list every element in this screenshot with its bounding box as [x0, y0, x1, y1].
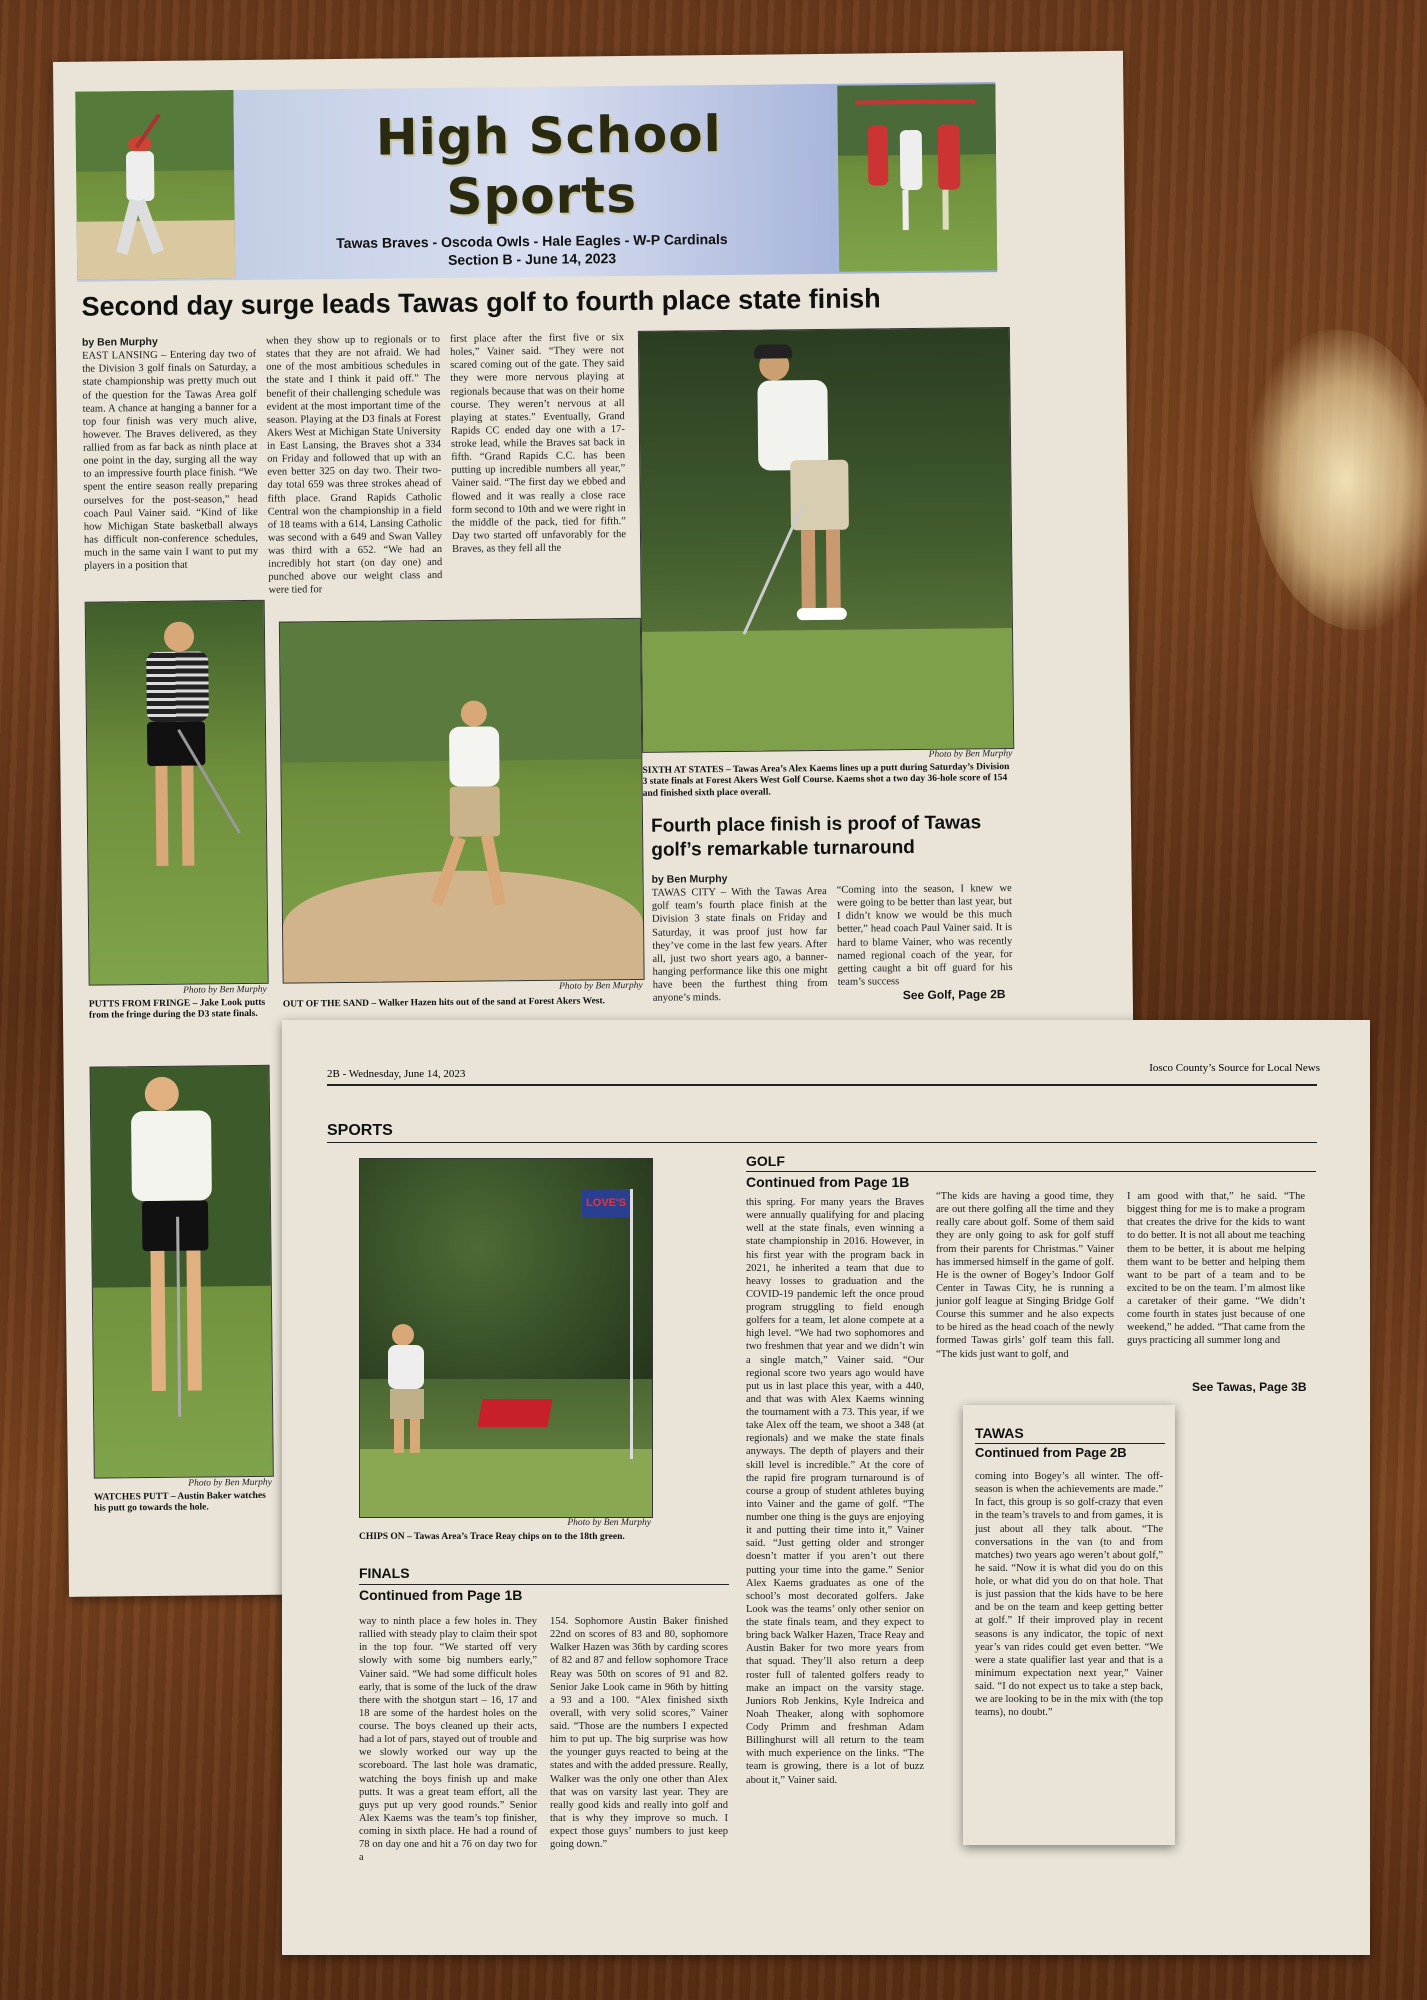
sports-banner	[75, 82, 997, 282]
finals-continued: Continued from Page 1B	[359, 1587, 523, 1603]
look-caption: PUTTS FROM FRINGE – Jake Look putts from the fringe during the D3 state finals.	[88, 997, 266, 1022]
hazen-caption: OUT OF THE SAND – Walker Hazen hits out of the sand at Forest Akers West.	[282, 996, 606, 1010]
reay-caption: CHIPS ON – Tawas Area’s Trace Reay chips on to the 18th green.	[359, 1532, 625, 1542]
section-rule	[327, 1142, 1317, 1143]
finals-col1-text: way to ninth place a few holes in. They rallied with steady play to claim their spot in the top four. “We started off very slowly with some big numbers early,” Vainer said. “We had some difficult holes early, that is some of the luck of the draw there with the shotgun start – 16, 17 and 18 are some of the hardest holes on the course. The boys cleaned up their acts, had a lot of pars, stayed out of trouble and we slowly worked our way up the scoreboard. The last hole was dramatic, watching the boys finish up and make putts. It was a great team effort, all the guys put up very good rounds.” Senior Alex Kaems was the team’s top finisher, coming in sixth place. He had a round of 78 on day one and hit a 76 on day two for a	[359, 1616, 537, 1864]
main-col1-text: EAST LANSING – Entering day two of the Division 3 golf finals on Saturday, a state championship was pretty much out of the question for the Tawas Area golf team. A chance at hanging a banner for a top four finish was very much alive, however. The Braves delivered, as they rallied from as far back as ninth place at one point in the day, surging all the way to an impressive fourth place finish. “We spent the entire season really preparing ourselves for the post-season,” head coach Paul Vainer said. “Kind of like how Michigan State basketball always has difficult non-conference schedules, much in the same vain I want to put my players in a position that	[82, 349, 259, 572]
banner-title-line1: High School	[375, 105, 722, 167]
golf-col2-text: “The kids are having a good time, they are out there golfing all the time and they really care about golf. Some of them said they are only going to ask for golf stuff from their parents for Christmas.” Vainer has immersed himself in the game of golf. He is the owner of Bogey’s Indoor Golf Center in Tawas City, he is running a junior golf league at Singing Bridge Golf Course this summer and he also expects to be hired as the head coach of the newly formed Tawas girls’ golf team this fall. “The kids just want to golf, and	[936, 1191, 1114, 1360]
banner-section-date: Section B - June 14, 2023	[447, 250, 617, 268]
kaems-photo	[638, 327, 1014, 753]
golf-section-label: GOLF	[746, 1153, 785, 1169]
header-rule	[327, 1084, 1317, 1086]
second-headline-line2: golf’s remarkable turnaround	[651, 837, 915, 861]
golf-col3-text: I am good with that,” he said. “The biggest thing for me is to make a program that creates the drive for the kids to want to do better. It is not all about me teaching them to be better, it is about me helping them want to be better and helping them want to be part of a team and to be excited to be on the team. I’m almost like a caretaker of their game. “We didn’t come fourth in states just because of one weekend,” he added. “That came from the guys practicing all summer long and	[1127, 1191, 1305, 1347]
sports-section-label: SPORTS	[327, 1122, 393, 1139]
look-photo-credit: Photo by Ben Murphy	[183, 984, 267, 996]
table-glare	[1250, 330, 1427, 630]
soccer-photo	[837, 84, 997, 272]
golf-continued: Continued from Page 1B	[746, 1174, 910, 1190]
second-headline-line1: Fourth place finish is proof of Tawas	[650, 812, 982, 837]
see-golf-link[interactable]: See Golf, Page 2B	[902, 987, 1006, 1003]
flag-icon: LOVE'S	[582, 1189, 630, 1217]
finals-section-label: FINALS	[359, 1565, 410, 1581]
tawas-clipping	[963, 1405, 1175, 1845]
finals-rule	[359, 1584, 729, 1585]
golf-col1-text: this spring. For many years the Braves were annually qualifying for and placing well at the state finals, even winning a state championship in 2016. However, in his first year with the program back in 2021, he inherited a team that due to heavy losses to graduation and the COVID-19 pandemic left the once proud program struggling to field enough golfers for a team, let alone compete at a high level. “We had two sophomores and two freshmen that year and we didn’t win a single match,” Vainer said. “Our regional score two years ago would have put us in last place this year, with a 440, and that was with Alex Kaems winning the tournament with a 73. This year, if we take Alex off the team, we shoot a 348 (at regionals) and we make the state finals anyways. The depth of players and their skill level is incredible.” At the core of the rapid fire program turnaround is of course a group of student athletes buying into Vainer and the game of golf. “The number one thing is the guys are enjoying it and putting their time into it,” Vainer said. “Just getting older and stronger doesn’t matter if you aren’t out there putting your time into the game.” Senior Alex Kaems graduates as one of the school’s most decorated golfers. Jake Look was the teams’ only other senior on the state finals team, and they expect to bring back Walker Hazen, Trace Reay and Austin Baker for two more years from that squad. They’ll also return a deep roster full of talented golfers ready to make an impact on the varsity stage. Juniors Rob Jenkins, Kyle Indreica and Noah Theaker, along with sophomore Cody Primm and freshman Adam Billinghurst will all return to the team with much experience on the links. “The team is growing, there is a lot of buzz about it,” Vainer said.	[746, 1197, 924, 1786]
hazen-photo	[279, 618, 645, 984]
kaems-caption: SIXTH AT STATES – Tawas Area’s Alex Kaems lines up a putt during Saturday’s Division 3 state finals at Forest Akers West Golf Course. Kaems shot a two day 36-hole score of 154 and finished sixth place overall.	[642, 762, 1010, 799]
baker-photo	[90, 1065, 274, 1479]
page2-header-left: 2B - Wednesday, June 14, 2023	[327, 1068, 466, 1080]
reay-photo	[359, 1158, 653, 1518]
hazen-photo-credit: Photo by Ben Murphy	[559, 980, 643, 992]
main-headline: Second day surge leads Tawas golf to fourth place state finish	[81, 283, 881, 322]
tawas-text: coming into Bogey’s all winter. The off-season is when the achievements are made.” In fact, this group is so golf-crazy that even in the team’s travels to and from games, it is just about all they talk about. “The conversations in the van (to and from matches) two years ago weren’t about golf,” he said. “Now it is what did you do on this hole, or what did you do on that hole. That is just passion that the kids have to be here and be on the team and keep getting better at golf.” If their improved play in recent seasons is any indicator, the topic of next year’s van rides could get even better. “We were a state qualifier last year and that is a minimum expectation next year,” Vainer said. “I do not expect us to take a step back, we are looking to be in the mix with (the top teams), no doubt.”	[975, 1471, 1163, 1719]
finals-col2-text: 154. Sophomore Austin Baker finished 22nd on scores of 83 and 80, sophomore Walker Hazen was 36th by carding scores of 82 and 87 and fellow sophomore Trace Reay was 50th on scores of 91 and 82. Senior Jake Look came in 96th by hitting a 93 and a 100. “Alex finished sixth overall, with very solid scores,” Vainer said. “Those are the numbers I expected him to put up. The big surprise was how the younger guys reacted to being at the states and with the added pressure. Really, Walker was the only one other than Alex that was on varsity last year. They are really good kids and really into golf and that is why they improve so much. I expect those guys’ numbers to just keep going down.”	[550, 1616, 728, 1851]
look-photo	[85, 600, 269, 986]
tawas-section-label: TAWAS	[975, 1425, 1024, 1441]
page-2b-clipping	[282, 1020, 1370, 1955]
page2-header-right: Iosco County’s Source for Local News	[1149, 1062, 1320, 1074]
main-col3-text: first place after the first five or six holes,” Vainer said. “They were not scared coming out of the gate. They said they were more nervous playing at regionals because that was on their home course. They weren’t nervous at all playing at states.” Eventually, Grand Rapids CC ended day one with a 17-stroke lead, while the Braves sat back in fifth. “Grand Rapids C.C. has been putting up incredible numbers all year,” Vainer said. “The first day we ebbed and flowed and it was really a close race form second to 10th and we were right in the middle of the pack, tied for fifth.” Day two started off unfavorably for the Braves, as they fell all the	[449, 332, 627, 555]
main-byline: by Ben Murphy	[81, 335, 158, 349]
kaems-photo-credit: Photo by Ben Murphy	[928, 748, 1013, 760]
baseball-photo	[75, 90, 235, 280]
second-story-col1	[652, 872, 828, 1005]
reay-photo-credit: Photo by Ben Murphy	[567, 1518, 651, 1528]
tawas-rule	[975, 1443, 1165, 1444]
baker-photo-credit: Photo by Ben Murphy	[188, 1477, 272, 1489]
golf-rule	[746, 1171, 1316, 1172]
main-story-col1	[82, 335, 258, 573]
second-col1-text: TAWAS CITY – With the Tawas Area golf team’s fourth place finish at the Division 3 state finals on Friday and Saturday, it was proof just how far they’ve come in the last few years. After all, just two short years ago, a banner-hanging performance like this one might have been the furthest thing from anyone’s minds.	[651, 886, 828, 1004]
main-col2-text: when they show up to regionals or to states that they are not afraid. We had one of the most ambitious schedules in the state and I think it paid off.” The benefit of their challenging schedule was evident at the most important time of the season. Playing at the D3 finals at Forest Akers West at Michigan State University in East Lansing, the Braves shot a 334 on Friday and followed that up with an even better 325 on day two. Their two-day total 659 was three strokes ahead of fifth place. Grand Rapids Catholic Central won the championship in a field of 18 teams with a 614, Lansing Catholic was second with a 649 and Swan Valley was third with a 652. “We had an incredibly hot start (on day one) and punched above our weight class and were tied for	[265, 333, 443, 597]
banner-title-line2: Sports	[446, 165, 638, 226]
banner-teams: Tawas Braves - Oscoda Owls - Hale Eagles - W-P Cardinals	[336, 230, 728, 252]
tawas-continued: Continued from Page 2B	[975, 1445, 1127, 1460]
second-byline: by Ben Murphy	[651, 872, 728, 886]
second-col2-text: “Coming into the season, I knew we were going to be better than last year, but I didn’t know we would be this much better,” head coach Paul Vainer said. It is hard to blame Vainer, who was recently named regional coach of the year, for getting caught a bit off guard for his team’s success	[836, 883, 1013, 988]
baker-caption: WATCHES PUTT – Austin Baker watches his putt go towards the hole.	[93, 1490, 266, 1515]
see-tawas-link[interactable]: See Tawas, Page 3B	[1192, 1380, 1307, 1394]
